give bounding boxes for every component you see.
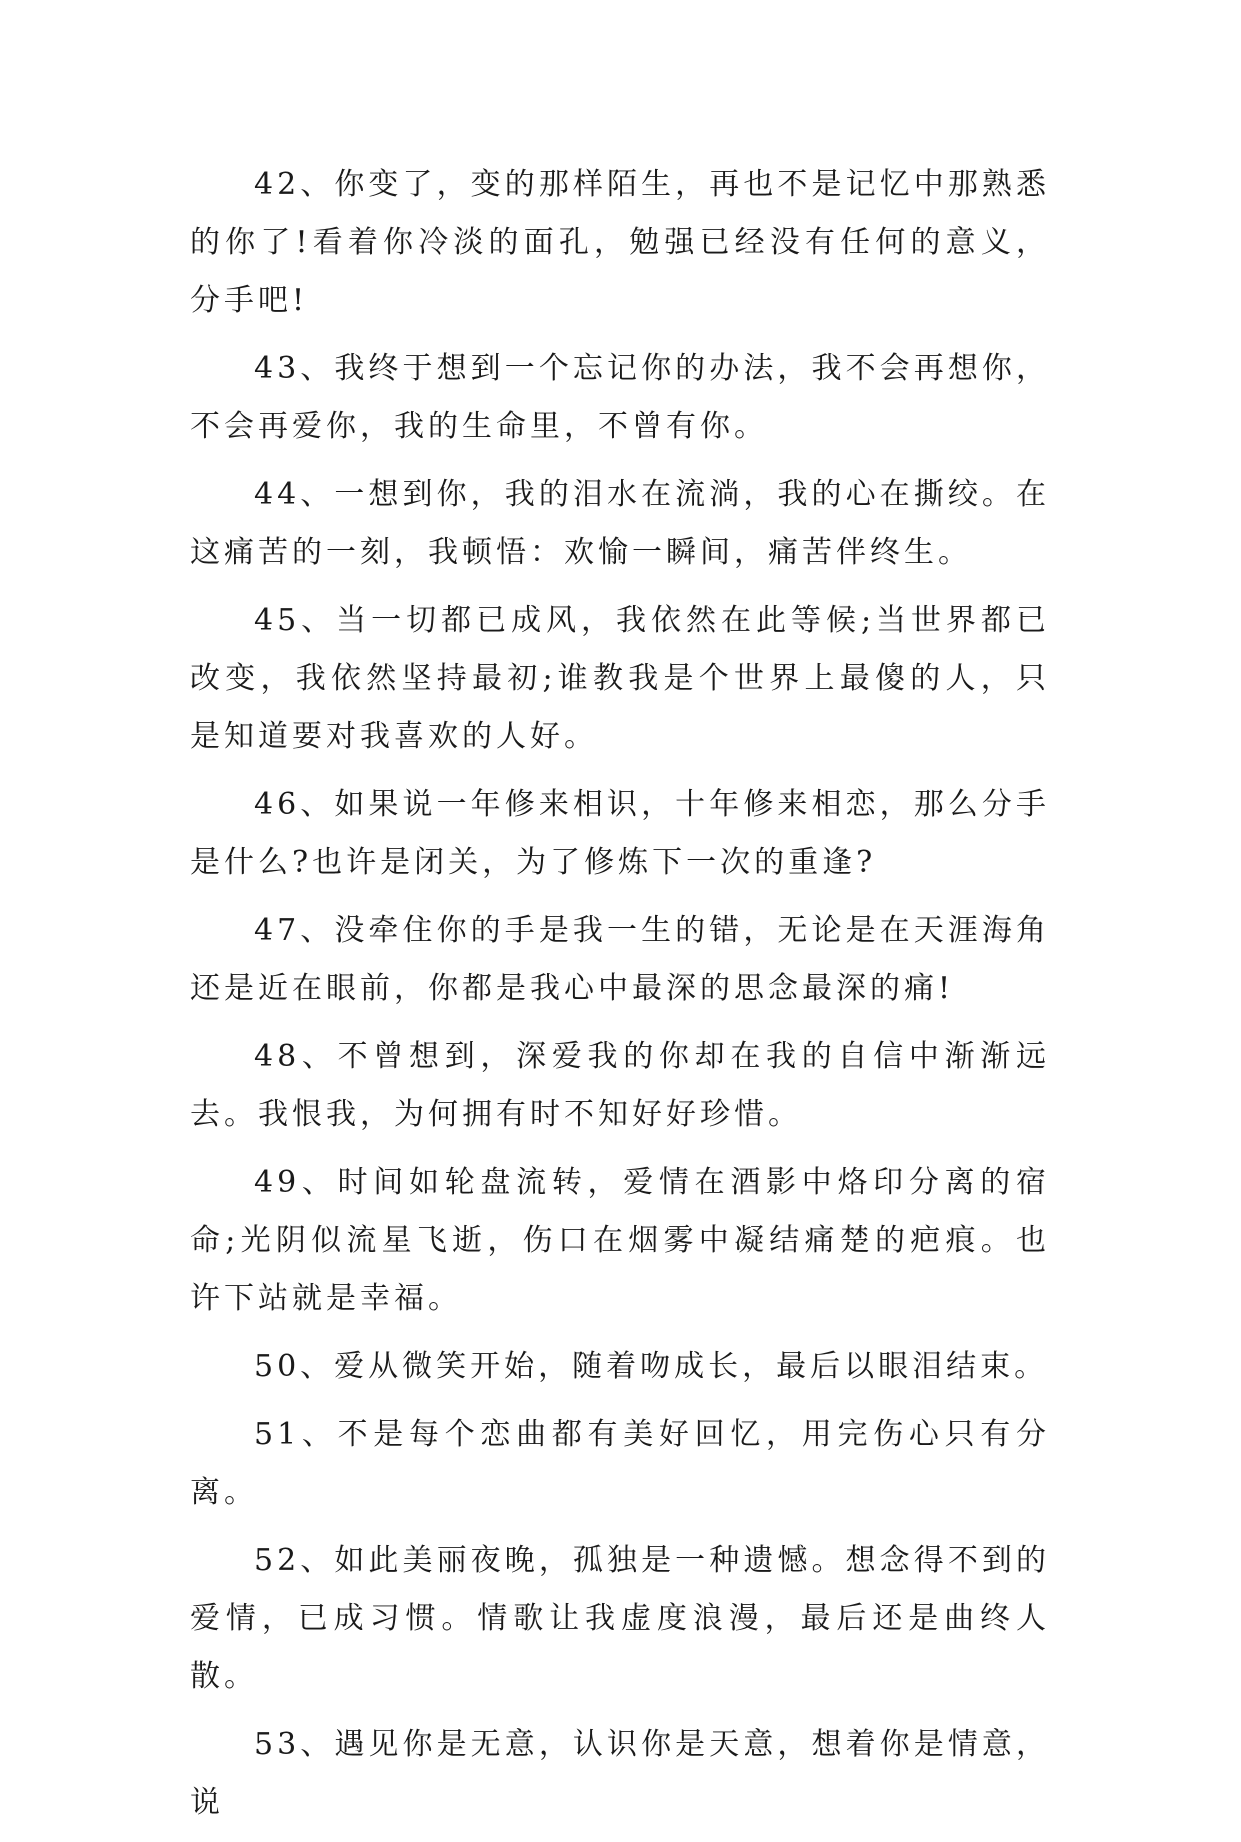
paragraph-44: 44、一想到你，我的泪水在流淌，我的心在撕绞。在这痛苦的一刻，我顿悟：欢愉一瞬间，痛苦伴终生。 xyxy=(190,477,1050,570)
paragraph-48: 48、不曾想到，深爱我的你却在我的自信中渐渐远去。我恨我，为何拥有时不知好好珍惜。 xyxy=(190,1039,1050,1132)
paragraph-47: 47、没牵住你的手是我一生的错，无论是在天涯海角还是近在眼前，你都是我心中最深的思念最深的痛! xyxy=(190,913,1050,1006)
paragraph-45: 45、当一切都已成风，我依然在此等候;当世界都已改变，我依然坚持最初;谁教我是个世界上最傻的人，只是知道要对我喜欢的人好。 xyxy=(190,603,1050,754)
paragraph-43: 43、我终于想到一个忘记你的办法，我不会再想你，不会再爱你，我的生命里，不曾有你。 xyxy=(190,351,1050,444)
paragraph-46: 46、如果说一年修来相识，十年修来相恋，那么分手是什么?也许是闭关，为了修炼下一次的重逢? xyxy=(190,787,1050,880)
paragraph-49: 49、时间如轮盘流转，爱情在酒影中烙印分离的宿命;光阴似流星飞逝，伤口在烟雾中凝结痛楚的疤痕。也许下站就是幸福。 xyxy=(190,1165,1050,1316)
paragraph-50: 50、爱从微笑开始，随着吻成长，最后以眼泪结束。 xyxy=(254,1349,1049,1384)
document-page xyxy=(190,156,1050,1842)
paragraph-42: 42、你变了，变的那样陌生，再也不是记忆中那熟悉的你了!看着你冷淡的面孔，勉强已经没有任何的意义，分手吧! xyxy=(190,167,1050,318)
paragraph-52: 52、如此美丽夜晚，孤独是一种遗憾。想念得不到的爱情，已成习惯。情歌让我虚度浪漫，最后还是曲终人散。 xyxy=(190,1543,1050,1694)
paragraph-51: 51、不是每个恋曲都有美好回忆，用完伤心只有分离。 xyxy=(190,1417,1050,1510)
paragraph-53: 53、遇见你是无意，认识你是天意，想着你是情意，说 xyxy=(190,1727,1050,1820)
